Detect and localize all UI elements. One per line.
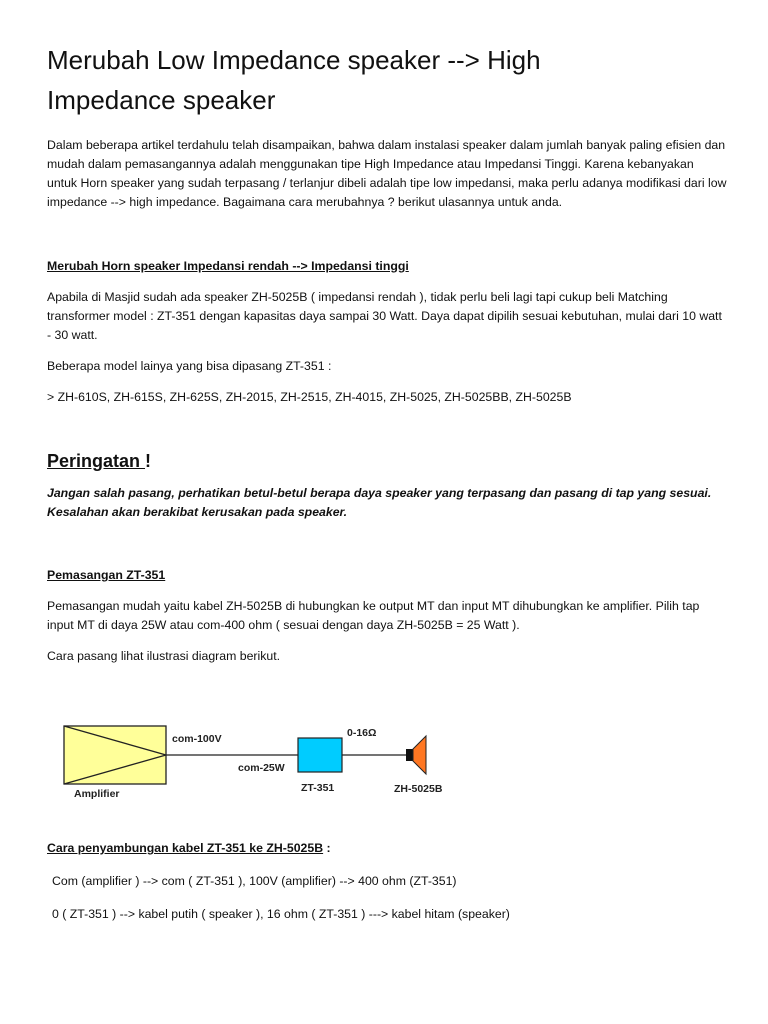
label-com-25w: com-25W [238, 762, 285, 774]
wiring-diagram [60, 720, 460, 810]
section3-heading [47, 839, 727, 858]
document-body [47, 40, 727, 666]
label-zt-351: ZT-351 [301, 782, 335, 794]
page-title: Merubah Low Impedance speaker --> High Impedance speaker [47, 45, 541, 115]
warning-text: Jangan salah pasang, perhatikan betul-betul berapa daya speaker yang terpasang dan pasang di tap yang sesuai. Kesalahan akan berakibat kerusakan pada speaker. [47, 486, 712, 519]
section2-diagram-intro: Cara pasang lihat ilustrasi diagram berikut. [47, 649, 281, 663]
label-ohm-range: 0-16Ω [347, 727, 377, 739]
label-amplifier: Amplifier [74, 788, 120, 800]
transformer-symbol [298, 738, 342, 772]
speaker-symbol [406, 736, 426, 774]
label-zh-5025b: ZH-5025B [394, 783, 443, 795]
section1-paragraph: Apabila di Masjid sudah ada speaker ZH-5025B ( impedansi rendah ), tidak perlu beli lagi tapi cukup beli Matching transformer model : ZT-351 dengan kapasitas daya sampai 30 Watt. Daya dapat dipilih sesuai kebutuhan, mulai dari 10 watt - 30 watt. [47, 290, 722, 342]
warning-mark: ! [145, 451, 152, 471]
intro-paragraph: Dalam beberapa artikel terdahulu telah disampaikan, bahwa dalam instalasi speaker dalam jumlah banyak paling efisien dan mudah dalam pemasangannya adalah menggunakan tipe High Impedance atau Impedansi Tinggi. Karena kebanyakan untuk Horn speaker yang sudah terpasang / terlanjur dibeli adalah tipe low impedansi, maka perlu adanya modifikasi dari low impedance --> high impedance. Bagaimana cara merubahnya ? berikut ulasannya untuk anda. [47, 138, 727, 209]
warning-heading-text: Peringatan [47, 451, 146, 471]
connection-line-1: Com (amplifier ) --> com ( ZT-351 ), 100V (amplifier) --> 400 ohm (ZT-351) [52, 874, 457, 888]
section3-heading-suffix: : [323, 841, 331, 855]
amplifier-symbol [64, 726, 166, 784]
section3-heading-text: Cara penyambungan kabel ZT-351 ke ZH-5025B [47, 841, 324, 855]
label-com-100v: com-100V [172, 733, 222, 745]
section-heading-installation: Pemasangan ZT-351 [47, 568, 166, 582]
section-heading-impedance: Merubah Horn speaker Impedansi rendah --> Impedansi tinggi [47, 259, 409, 273]
connection-line-2: 0 ( ZT-351 ) --> kabel putih ( speaker ), 16 ohm ( ZT-351 ) ---> kabel hitam (speaker) [52, 907, 510, 921]
connection-steps [47, 839, 727, 924]
warning-heading [47, 451, 727, 472]
section2-paragraph: Pemasangan mudah yaitu kabel ZH-5025B di hubungkan ke output MT dan input MT dihubungkan ke amplifier. Pilih tap input MT di daya 25W atau com-400 ohm ( sesuai dengan daya ZH-5025B = 25 Watt ). [47, 599, 700, 632]
section1-models-list: > ZH-610S, ZH-615S, ZH-625S, ZH-2015, ZH-2515, ZH-4015, ZH-5025, ZH-5025BB, ZH-5025B [47, 390, 572, 404]
section1-models-intro: Beberapa model lainya yang bisa dipasang ZT-351 : [47, 359, 332, 373]
